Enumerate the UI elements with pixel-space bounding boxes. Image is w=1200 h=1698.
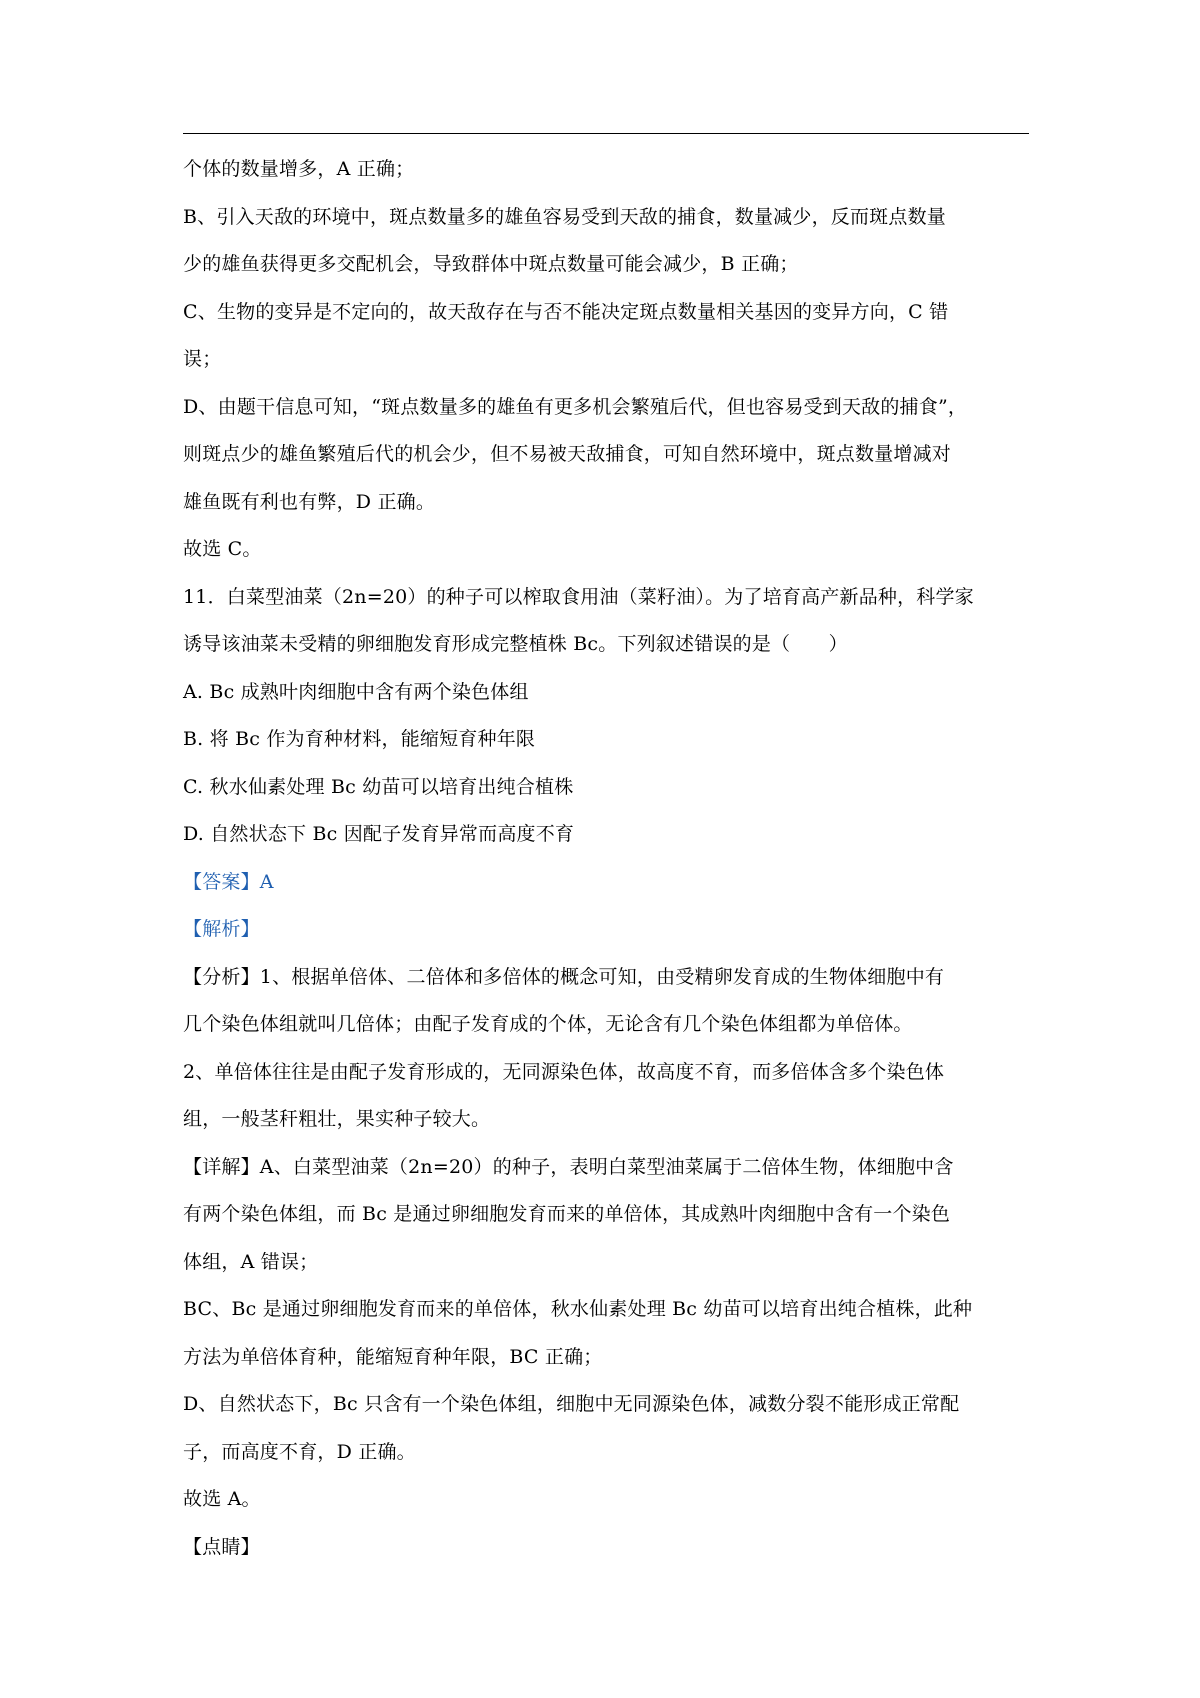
option-d: D. 自然状态下 Bc 因配子发育异常而高度不育 [183,823,575,845]
text-line: 雄鱼既有利也有弊，D 正确。 [183,490,436,513]
text-line: 则斑点少的雄鱼繁殖后代的机会少，但不易被天敌捕食，可知自然环境中，斑点数量增减对 [183,443,952,465]
text-line: 少的雄鱼获得更多交配机会，导致群体中斑点数量可能会减少，B 正确； [183,253,799,275]
text-line: 【详解】A、白菜型油菜（2n=20）的种子，表明白菜型油菜属于二倍体生物，体细胞中含 [183,1155,954,1178]
text-line: 个体的数量增多，A 正确； [183,158,415,180]
option-c: C. 秋水仙素处理 Bc 幼苗可以培育出纯合植株 [183,775,574,798]
text-line: 子，而高度不育，D 正确。 [183,1440,416,1463]
document-body [183,146,1033,1571]
text-line: BC、Bc 是通过卵细胞发育而来的单倍体，秋水仙素处理 Bc 幼苗可以培育出纯合植株，此种 [183,1298,973,1320]
option-b: B. 将 Bc 作为育种材料，能缩短育种年限 [183,728,536,750]
text-line: 方法为单倍体育种，能缩短育种年限，BC 正确； [183,1345,603,1368]
text-line: 故选 C。 [183,538,262,560]
text-line: 【分析】1、根据单倍体、二倍体和多倍体的概念可知，由受精卵发育成的生物体细胞中有 [183,965,945,988]
analysis-label: 【解析】 [183,918,260,940]
text-line: 2、单倍体往往是由配子发育形成的，无同源染色体，故高度不育，而多倍体含多个染色体 [183,1060,945,1083]
header-rule [183,133,1029,134]
text-line: 误； [183,348,222,370]
text-line: D、由题干信息可知，“斑点数量多的雄鱼有更多机会繁殖后代，但也容易受到天敌的捕食”， [183,395,968,418]
comment-label: 【点睛】 [183,1535,260,1558]
text-line: 故选 A。 [183,1488,261,1510]
text-line: 有两个染色体组，而 Bc 是通过卵细胞发育而来的单倍体，其成熟叶肉细胞中含有一个染色 [183,1203,951,1225]
text-line: D、自然状态下，Bc 只含有一个染色体组，细胞中无同源染色体，减数分裂不能形成正常配 [183,1393,960,1415]
option-a: A. Bc 成熟叶肉细胞中含有两个染色体组 [183,680,529,703]
answer-label: 【答案】A [183,870,274,893]
text-line: 体组，A 错误； [183,1250,319,1273]
text-line: 几个染色体组就叫几倍体；由配子发育成的个体，无论含有几个染色体组都为单倍体。 [183,1013,913,1035]
text-line: B、引入天敌的环境中，斑点数量多的雄鱼容易受到天敌的捕食，数量减少，反而斑点数量 [183,205,946,228]
text-line: 组，一般茎秆粗壮，果实种子较大。 [183,1108,491,1130]
text-line: C、生物的变异是不定向的，故天敌存在与否不能决定斑点数量相关基因的变异方向，C 错 [183,300,949,323]
question-stem: 诱导该油菜未受精的卵细胞发育形成完整植株 Bc。下列叙述错误的是（ ） [183,633,848,655]
question-stem: 11．白菜型油菜（2n=20）的种子可以榨取食用油（菜籽油）。为了培育高产新品种，科学家 [183,585,974,608]
